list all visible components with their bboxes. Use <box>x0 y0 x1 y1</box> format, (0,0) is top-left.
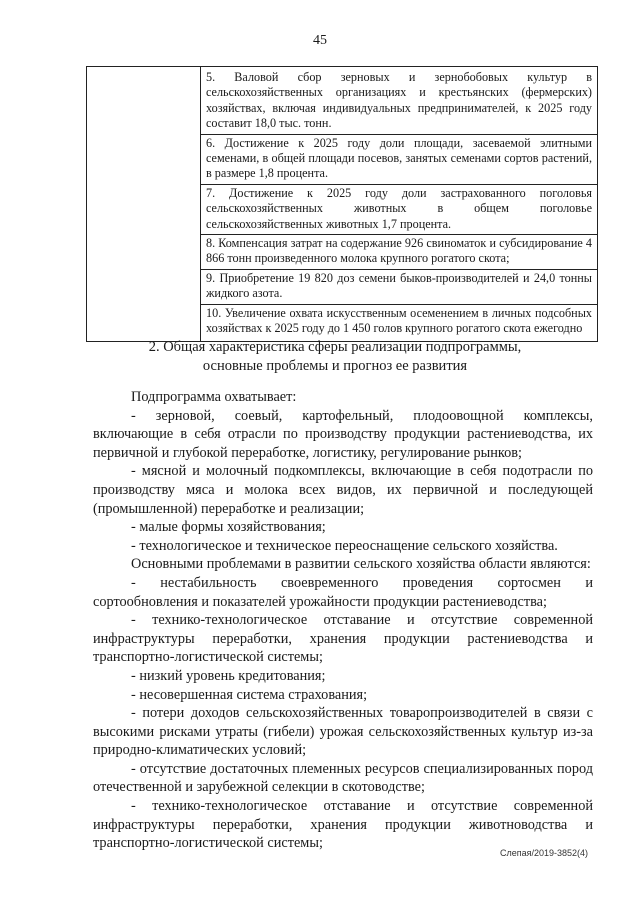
paragraph: - зерновой, соевый, картофельный, плодоовощной комплексы, включающие в себя отрасли по производству продукции растениеводства, их первичной и глубокой переработке, логистику, регулирование рынков; <box>93 407 593 461</box>
body-text <box>93 388 593 853</box>
paragraph: Основными проблемами в развитии сельского хозяйства области являются: <box>131 556 591 573</box>
section-heading-line: основные проблемы и прогноз ее развития <box>202 358 468 374</box>
section-heading <box>100 338 570 376</box>
table-right-column <box>201 67 597 341</box>
table-item: 9. Приобретение 19 820 доз семени быков-производителей и 24,0 тонны жидкого азота. <box>201 270 597 305</box>
paragraph: Подпрограмма охватывает: <box>131 389 297 405</box>
table-item: 6. Достижение к 2025 году доли площади, засеваемой элитными семенами, в общей площади посевов, занятых семенами сортов растений, в размере 1,8 процента. <box>201 135 597 185</box>
table-item: 10. Увеличение охвата искусственным осеменением в личных подсобных хозяйствах к 2025 году до 1 450 голов крупного рогатого скота ежегодно <box>206 305 592 336</box>
indicators-table <box>86 66 598 342</box>
paragraph: - низкий уровень кредитования; <box>131 667 326 684</box>
footer-document-code: Слепая/2019-3852(4) <box>500 848 589 858</box>
table-item: 7. Достижение к 2025 году доли застрахованного поголовья сельскохозяйственных животных в общем поголовье сельскохозяйственных животных 1,7 процента. <box>201 185 597 235</box>
paragraph: - отсутствие достаточных племенных ресурсов специализированных пород отечественной и зарубежной селекции в скотоводстве; <box>93 760 593 796</box>
paragraph: - мясной и молочный подкомплексы, включающие в себя подотрасли по производству мяса и молока всех видов, их первичной и последующей (промышленной) переработке и реализации; <box>93 463 593 517</box>
paragraph: - нестабильность своевременного проведения сортосмен и сортообновления и показателей урожайности продукции растениеводства; <box>93 574 593 610</box>
section-heading-line: 2. Общая характеристика сферы реализации подпрограммы, <box>148 339 522 355</box>
table-item: 5. Валовой сбор зерновых и зернобобовых культур в сельскохозяйственных организациях и крестьянских (фермерских) хозяйствах, включая индивидуальных предпринимателей, к 2025 году составит 18,0 тыс. тонн. <box>201 69 597 135</box>
table-left-column <box>87 67 201 341</box>
table-item: 8. Компенсация затрат на содержание 926 свиноматок и субсидирование 4 866 тонн произведенного молока крупного рогатого скота; <box>201 235 597 270</box>
page-number: 45 <box>313 33 327 48</box>
paragraph: - малые формы хозяйствования; <box>131 519 326 536</box>
paragraph: - технико-технологическое отставание и отсутствие современной инфраструктуры переработки, хранения продукции растениеводства и транспортно-логистической системы; <box>93 612 593 666</box>
paragraph: - потери доходов сельскохозяйственных товаропроизводителей в связи с высокими рисками утраты (гибели) урожая сельскохозяйственных культур из-за природно-климатических условий; <box>93 705 593 759</box>
paragraph: - технологическое и техническое переоснащение сельского хозяйства. <box>131 537 558 554</box>
paragraph: - технико-технологическое отставание и отсутствие современной инфраструктуры переработки, хранения продукции животноводства и транспортно-логистической системы; <box>93 798 593 852</box>
paragraph: - несовершенная система страхования; <box>131 686 368 703</box>
